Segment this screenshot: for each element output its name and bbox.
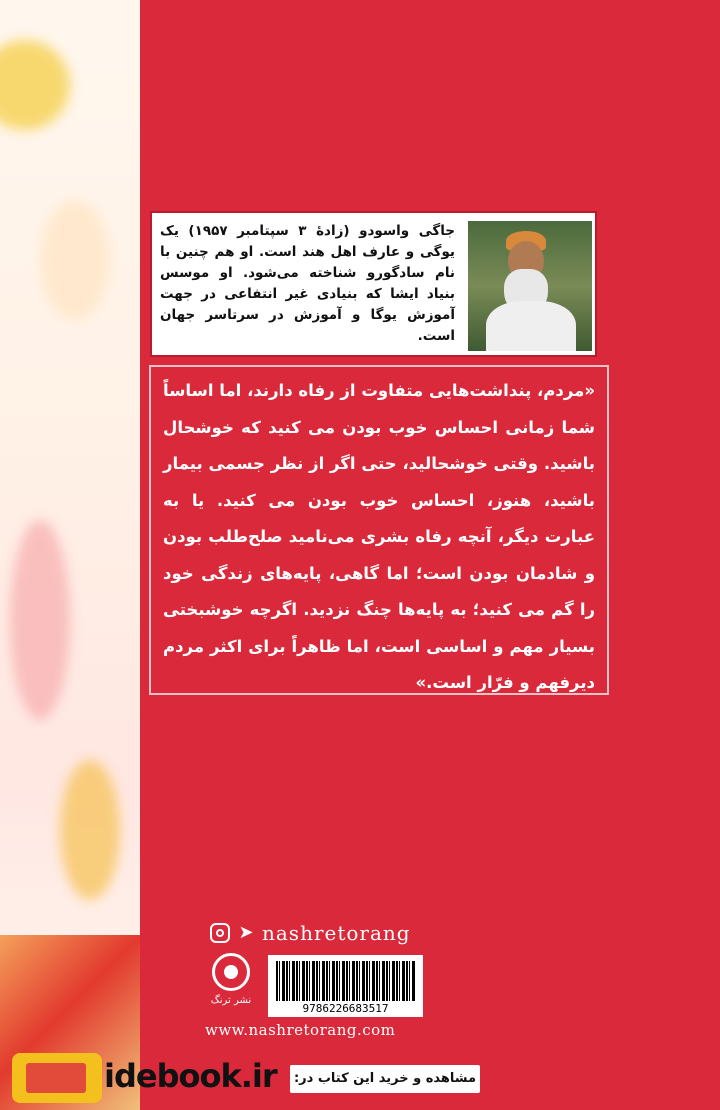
author-bio-text: جاگی واسودو (زادهٔ ۳ سپتامبر ۱۹۵۷) یک یوگی و عارف اهل هند است. او هم چنین با نام سادگورو شناخته می‌شود. او موسس بنیاد ایشا که بنیادی غیر انتفاعی در جهت آموزش یوگا و آموزش در سرتاسر جهان است. xyxy=(160,223,456,344)
publisher-logo xyxy=(210,953,252,1019)
social-row xyxy=(210,920,411,946)
publisher-logo-icon xyxy=(212,953,250,991)
social-handle: nashretorang xyxy=(262,921,411,945)
watermark-banner[interactable] xyxy=(0,1053,480,1103)
publisher-website[interactable]: www.nashretorang.com xyxy=(205,1021,396,1039)
instagram-icon xyxy=(210,923,230,943)
author-bio-box xyxy=(150,211,597,357)
quote-box xyxy=(149,365,609,695)
barcode-bars xyxy=(276,961,415,1001)
author-photo xyxy=(468,221,592,351)
watermark-caption: مشاهده و خرید این کتاب در: xyxy=(290,1065,480,1093)
barcode xyxy=(268,955,423,1017)
watermark-brand: idebook.ir xyxy=(104,1057,277,1095)
publisher-logo-text: نشر ترنگ xyxy=(210,995,252,1006)
book-logo-icon xyxy=(12,1053,102,1103)
telegram-icon: ➤ xyxy=(238,922,254,943)
isbn-number: 9786226683517 xyxy=(302,1002,389,1015)
quote-text: «مردم، پنداشت‌هایی متفاوت از رفاه دارند، اما اساساً شما زمانی احساس خوب بودن می کنید که خوشحال باشید. وقتی خوشحالید، حتی اگر از نظر جسمی بیمار باشید، هنوز، احساس خوب بودن می کنید. یا به عبارت دیگر، آنچه رفاه بشری می‌نامید صلح‌طلب بودن و شادمان بودن است؛ اما گاهی، پایه‌های زندگی خود را گم می کنید؛ به پایه‌ها چنگ نزدید. اگرچه خوشبختی بسیار مهم و اساسی است، اما ظاهراً برای اکثر مردم دیرفهم و فرّار است.» xyxy=(163,381,595,692)
